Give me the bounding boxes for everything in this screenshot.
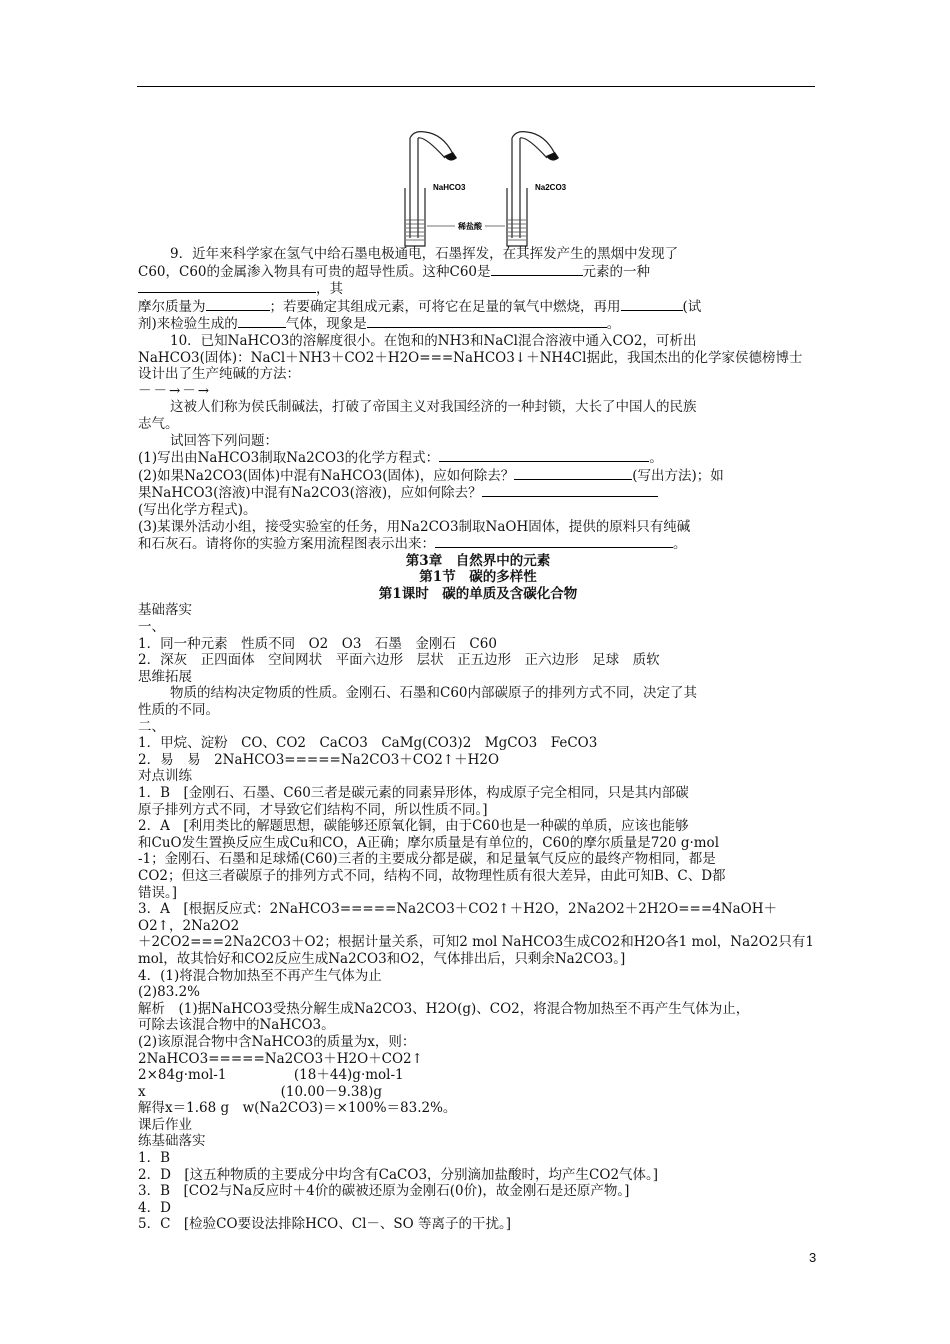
answer-line: 基础落实 — [138, 602, 192, 619]
answer-line: 思维拓展 — [138, 668, 192, 685]
page-number: 3 — [809, 1250, 817, 1265]
answer-line: 4．D — [138, 1199, 171, 1216]
answer-line: 和CuO发生置换反应生成Cu和CO，A正确；摩尔质量是有单位的，C60的摩尔质量是720 g·mol — [138, 834, 720, 851]
answer-line: 1．B [金刚石、石墨、C60三者是碳元素的同素异形体，构成原子完全相同，只是其内部碳 — [138, 785, 689, 801]
label-na2co3: Na2CO3 — [535, 183, 567, 192]
answer-line: 课后作业 — [138, 1116, 192, 1133]
label-nahco3: NaHCO3 — [433, 183, 466, 192]
answer-line: 3．B [CO2与Na反应时＋4价的碳被还原为金刚石(0价)，故金刚石是还原产物。] — [138, 1183, 630, 1200]
answer-line: (2)83.2% — [138, 984, 201, 1001]
answer-line: 练基础落实 — [138, 1133, 206, 1150]
process-arrows: －－→－→ — [138, 382, 212, 399]
q10-sub1: (1)写出由NaHCO3制取Na2CO3的化学方程式： 。 — [138, 450, 663, 467]
answer-line: (2)该原混合物中含NaHCO3的质量为x，则： — [138, 1033, 416, 1050]
q10-sub3-cont: 和石灰石。请将你的实验方案用流程图表示出来： 。 — [138, 536, 687, 553]
answer-line: 二、 — [138, 718, 165, 735]
answer-line: 5．C [检验CO要设法排除HCO、Cl－、SO 等离子的干扰。] — [138, 1216, 512, 1233]
apparatus-figure — [395, 128, 595, 248]
q9-line: 9．近年来科学家在氢气中给石墨电极通电，石墨挥发，在其挥发产生的黑烟中发现了 — [170, 246, 679, 262]
answer-line: 2．易 易 2NaHCO3=====Na2CO3＋CO2↑＋H2O — [138, 751, 500, 768]
answer-line: CO2；但这三者碳原子的排列方式不同，结构不同，故物理性质有很大差异，由此可知B、C、D都 — [138, 867, 726, 884]
answer-list — [138, 602, 818, 1233]
q9-line: 摩尔质量为 ；若要确定其组成元素，可将它在足量的氧气中燃烧，再用 (试 — [138, 298, 702, 315]
answer-line: 物质的结构决定物质的性质。金刚石、石墨和C60内部碳原子的排列方式不同，决定了其 — [170, 685, 698, 702]
answer-line: x (10.00－9.38)g — [138, 1083, 382, 1100]
q9-line: 剂)来检验生成的 气体，现象是 。 — [138, 316, 621, 333]
q10-line: 志气。 — [138, 415, 179, 432]
q10-sub2-end: (写出化学方程式)。 — [138, 501, 257, 518]
answer-line: ＋2CO2===2Na2CO3＋O2；根据计量关系，可知2 mol NaHCO3生成CO2和H2O各1 mol，Na2O2只有1 — [138, 934, 814, 951]
document-body — [138, 246, 818, 1233]
answer-line: 1．甲烷、淀粉 CO、CO2 CaCO3 CaMg(CO3)2 MgCO3 FeCO3 — [138, 735, 598, 752]
header-rule — [137, 86, 815, 87]
q10-line: 10．已知NaHCO3的溶解度很小。在饱和的NH3和NaCl混合溶液中通入CO2，可析出 — [170, 332, 697, 349]
answer-line: 解得x＝1.68 g w(Na2CO3)＝×100%＝83.2%。 — [138, 1100, 457, 1117]
lesson-title: 第1课时 碳的单质及含碳化合物 — [378, 585, 578, 602]
answer-line: 2NaHCO3=====Na2CO3＋H2O＋CO2↑ — [138, 1050, 423, 1067]
q9-line: C60，C60的金属渗入物具有可贵的超导性质。这种C60是 元素的一种，其 — [138, 263, 651, 298]
q10-line: 试回答下列问题： — [170, 432, 278, 449]
answer-line: 1．B — [138, 1150, 171, 1167]
answer-line: 4．(1)将混合物加热至不再产生气体为止 — [138, 967, 382, 984]
q10-line: NaHCO3(固体)：NaCl＋NH3＋CO2＋H2O===NaHCO3↓＋NH4Cl据此，我国杰出的化学家侯德榜博士 — [138, 349, 803, 366]
q10-line: 这被人们称为侯氏制碱法，打破了帝国主义对我国经济的一种封锁，大长了中国人的民族 — [170, 399, 697, 416]
answer-line: 解析 (1)据NaHCO3受热分解生成Na2CO3、H2O(g)、CO2，将混合物加热至不再产生气体为止， — [138, 1000, 750, 1017]
q10-sub2: (2)如果Na2CO3(固体)中混有NaHCO3(固体)，应如何除去？ (写出方法)；如 — [138, 467, 724, 484]
answer-line: -1；金刚石、石墨和足球烯(C60)三者的主要成分都是碳，和足量氧气反应的最终产物相同，都是 — [138, 851, 716, 868]
answer-line: 1．同一种元素 性质不同 O2 O3 石墨 金刚石 C60 — [138, 635, 497, 652]
q10-line: 设计出了生产纯碱的方法： — [138, 366, 300, 383]
answer-line: 原子排列方式不同，才导致它们结构不同，所以性质不同。] — [138, 801, 488, 818]
answer-line: 2．深灰 正四面体 空间网状 平面六边形 层状 正五边形 正六边形 足球 质软 — [138, 652, 660, 669]
answer-line: 错误。] — [138, 884, 178, 901]
answer-line: 3．A [根据反应式：2NaHCO3=====Na2CO3＋CO2↑＋H2O，2Na2O2＋2H2O===4NaOH＋O2↑，2Na2O2 — [138, 901, 777, 934]
answer-line: 一、 — [138, 619, 165, 636]
answer-line: 2．D [这五种物质的主要成分中均含有CaCO3，分别滴加盐酸时，均产生CO2气体。] — [138, 1166, 659, 1183]
chapter-title: 第3章 自然界中的元素 — [405, 552, 551, 569]
answer-line: 可除去该混合物中的NaHCO3。 — [138, 1017, 335, 1034]
answer-line: 2×84g·mol-1 (18＋44)g·mol-1 — [138, 1067, 404, 1084]
answer-line: mol，故其恰好和CO2反应生成Na2CO3和O2，气体排出后，只剩余Na2CO3。] — [138, 950, 626, 967]
answer-line: 对点训练 — [138, 768, 192, 785]
q10-sub2-cont: 果NaHCO3(溶液)中混有Na2CO3(溶液)，应如何除去？ — [138, 484, 818, 502]
label-dilute-hcl: 稀盐酸 — [458, 222, 482, 231]
q10-sub3: (3)某课外活动小组，接受实验室的任务，用Na2CO3制取NaOH固体，提供的原料只有纯碱 — [138, 518, 691, 535]
answer-line: 2．A [利用类比的解题思想，碳能够还原氧化铜，由于C60也是一种碳的单质，应该也能够 — [138, 818, 689, 835]
answer-line: 性质的不同。 — [138, 702, 219, 719]
section-title: 第1节 碳的多样性 — [419, 569, 537, 586]
